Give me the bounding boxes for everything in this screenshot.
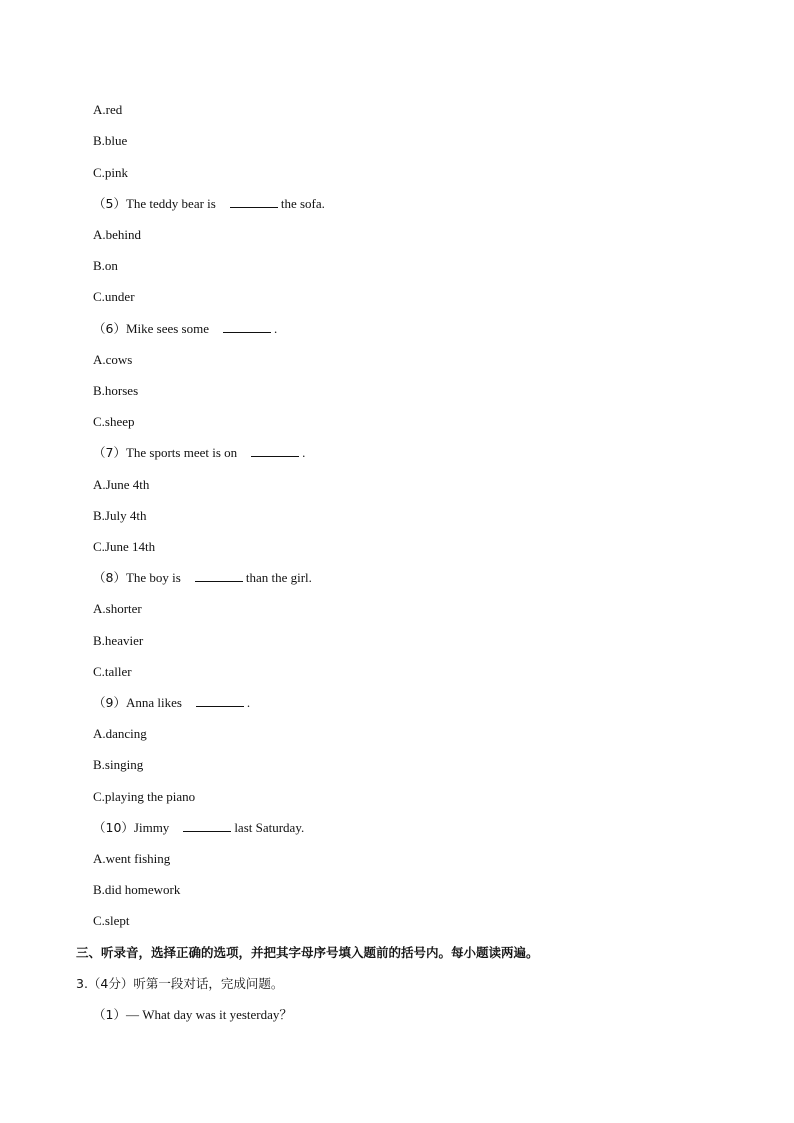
question-7 — [93, 445, 305, 461]
option-8b: B.heavier — [93, 633, 144, 648]
question-text: The sports meet is on — [125, 445, 238, 460]
option-5a: A.behind — [93, 227, 142, 242]
option-4a: A.red — [93, 102, 123, 117]
question-6 — [93, 321, 277, 337]
option-7b: B.July 4th — [93, 508, 147, 523]
question-text-end: . — [246, 695, 251, 710]
sub-question-text: — What day was it yesterday？ — [125, 1007, 293, 1022]
question-10 — [93, 820, 304, 836]
answer-blank — [223, 321, 271, 333]
option-5c: C.under — [93, 289, 135, 304]
question-3-sub-1 — [93, 1007, 292, 1023]
question-text-end: the sofa. — [280, 196, 325, 211]
option-9b: B.singing — [93, 757, 144, 772]
question-number: （6） — [93, 321, 126, 336]
question-text-end: . — [274, 321, 278, 336]
option-8a: A.shorter — [93, 601, 142, 616]
answer-blank — [196, 695, 244, 707]
question-3-label: 3.（4分）听第一段对话，完成问题。 — [76, 976, 284, 991]
question-5 — [93, 196, 325, 212]
question-9 — [93, 695, 250, 711]
option-4b: B.blue — [93, 133, 128, 148]
option-6b: B.horses — [93, 383, 139, 398]
answer-blank — [251, 445, 299, 457]
question-text-end: last Saturday. — [234, 820, 305, 835]
option-10c: C.slept — [93, 913, 130, 928]
answer-blank — [195, 570, 243, 582]
answer-blank — [230, 196, 278, 208]
question-number: （7） — [93, 445, 126, 460]
question-text: Jimmy — [133, 820, 170, 835]
question-number: （9） — [93, 695, 126, 710]
question-number: （10） — [93, 820, 134, 835]
question-number: （8） — [93, 570, 126, 585]
option-9c: C.playing the piano — [93, 789, 196, 804]
question-number: （5） — [93, 196, 126, 211]
question-text-end: . — [302, 445, 306, 460]
question-text: The boy is — [125, 570, 181, 585]
section-heading: 三、听录音，选择正确的选项，并把其字母序号填入题前的括号内。每小题读两遍。 — [76, 945, 539, 960]
option-7a: A.June 4th — [93, 477, 150, 492]
option-6a: A.cows — [93, 352, 133, 367]
sub-question-number: （1） — [93, 1007, 126, 1022]
answer-blank — [183, 820, 231, 832]
question-8 — [93, 570, 312, 586]
option-9a: A.dancing — [93, 726, 147, 741]
option-10b: B.did homework — [93, 882, 181, 897]
question-text: Mike sees some — [125, 321, 209, 336]
option-7c: C.June 14th — [93, 539, 156, 554]
option-8c: C.taller — [93, 664, 132, 679]
question-text-end: than the girl. — [245, 570, 312, 585]
option-5b: B.on — [93, 258, 118, 273]
question-text: The teddy bear is — [125, 196, 216, 211]
option-4c: C.pink — [93, 165, 129, 180]
option-6c: C.sheep — [93, 414, 135, 429]
question-text: Anna likes — [125, 695, 182, 710]
option-10a: A.went fishing — [93, 851, 171, 866]
